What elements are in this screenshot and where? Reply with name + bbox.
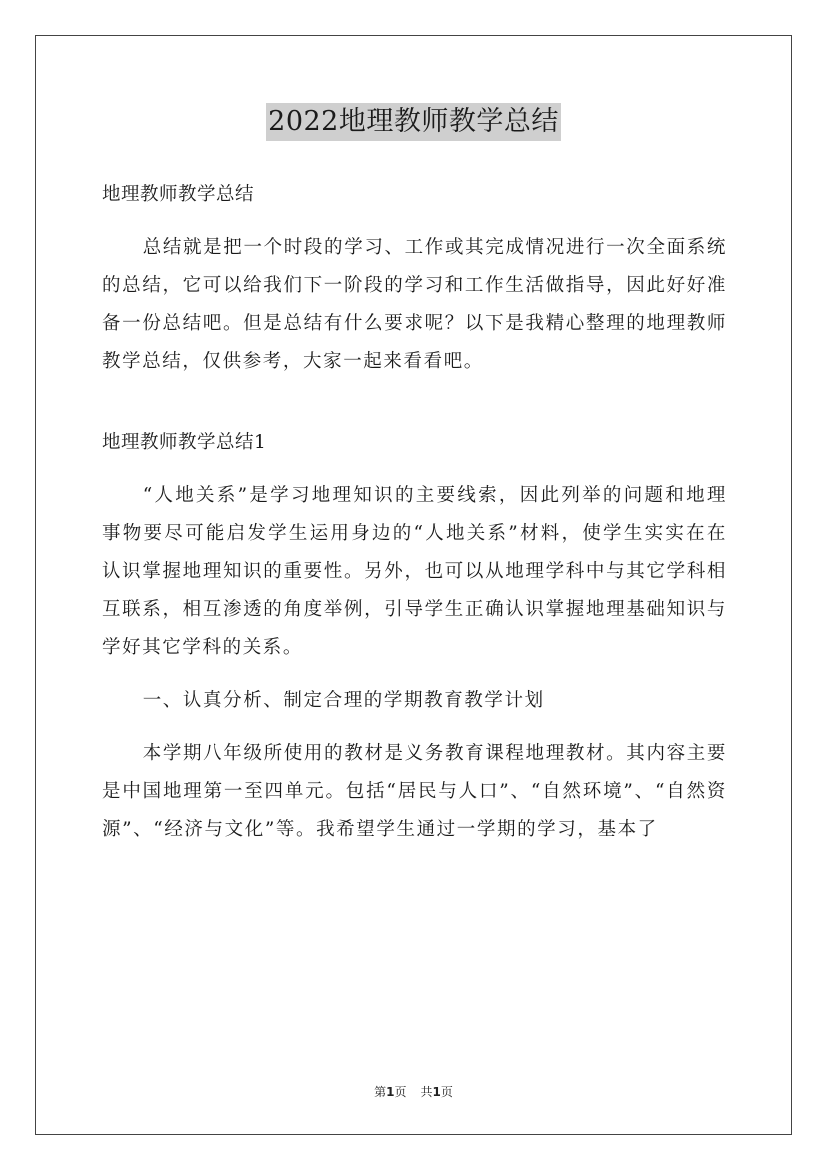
spacer <box>102 462 727 477</box>
total-prefix: 共 <box>420 1085 433 1099</box>
spacer <box>102 720 727 735</box>
page-footer <box>0 1083 827 1100</box>
section-paragraph: “人地关系”是学习地理知识的主要线索，因此列举的问题和地理事物要尽可能启发学生运用身边的“人地关系”材料，使学生实实在在认识掌握地理知识的重要性。另外，也可以从地理学科中与其它学科相互联系，相互渗透的角度举例，引导学生正确认识掌握地理基础知识与学好其它学科的关系。 <box>102 485 727 658</box>
section-heading: 地理教师教学总结1 <box>102 432 267 453</box>
title-container <box>0 103 827 141</box>
total-pages: 1 <box>432 1085 441 1099</box>
total-unit: 页 <box>440 1085 453 1099</box>
page-unit: 页 <box>394 1085 407 1099</box>
document-title: 2022地理教师教学总结 <box>266 103 561 141</box>
intro-paragraph: 总结就是把一个时段的学习、工作或其完成情况进行一次全面系统的总结，它可以给我们下一阶段的学习和工作生活做指导，因此好好准备一份总结吧。但是总结有什么要求呢？以下是我精心整理的地理教师教学总结，仅供参考，大家一起来看看吧。 <box>102 237 727 372</box>
page-prefix: 第 <box>374 1085 387 1099</box>
spacer <box>102 667 727 682</box>
section-paragraph: 本学期八年级所使用的教材是义务教育课程地理教材。其内容主要是中国地理第一至四单元。包括“居民与人口”、“自然环境”、“自然资源”、“经济与文化”等。我希望学生通过一学期的学习，基本了 <box>102 743 727 840</box>
document-body <box>102 176 727 849</box>
spacer <box>102 381 727 424</box>
section-list-item: 一、认真分析、制定合理的学期教育教学计划 <box>142 690 545 711</box>
document-subtitle: 地理教师教学总结 <box>102 184 255 205</box>
spacer <box>102 214 727 229</box>
page-current: 1 <box>386 1085 395 1099</box>
